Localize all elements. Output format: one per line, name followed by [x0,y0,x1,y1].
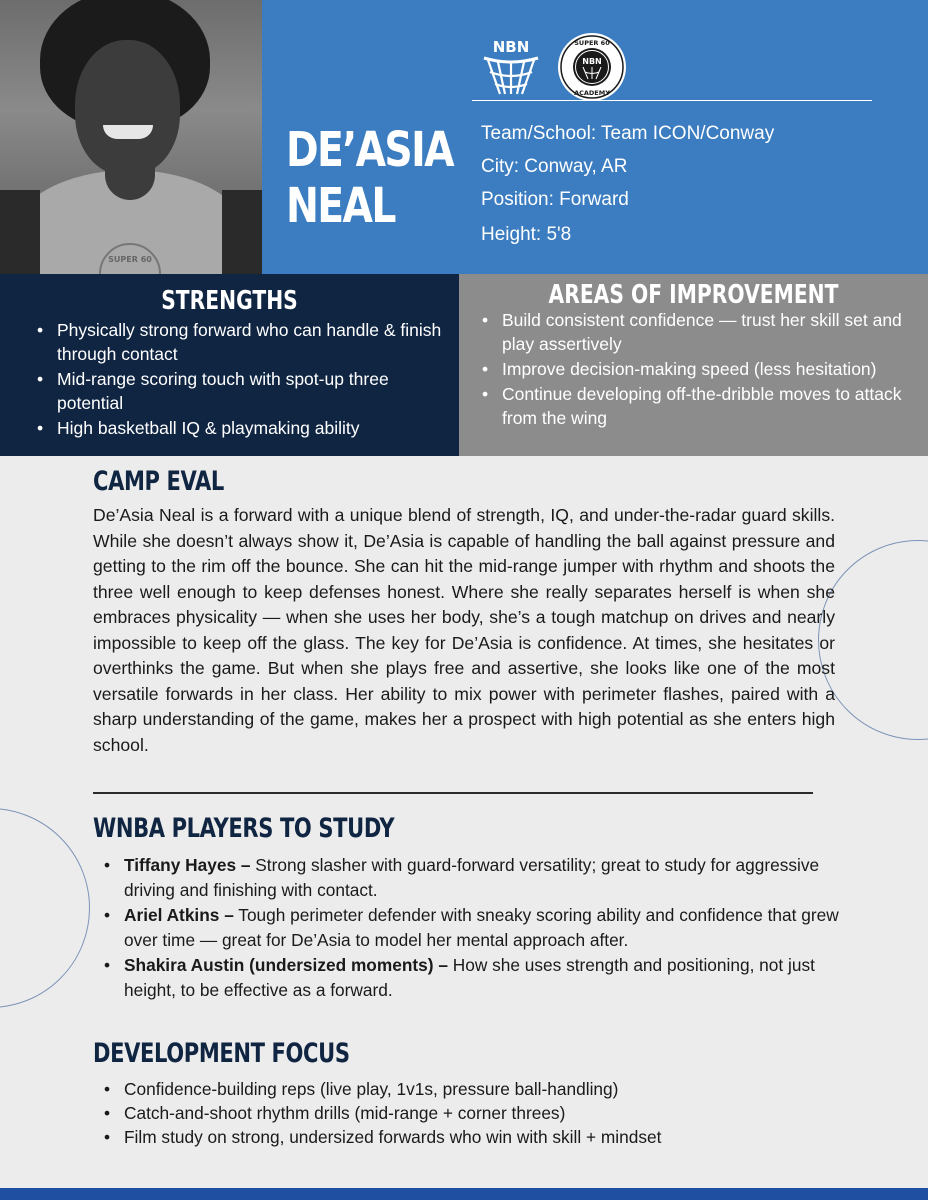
super-60-academy-badge [556,31,628,103]
logos [472,30,882,100]
player-name: DE’ASIA NEAL [286,122,453,234]
logo-divider [472,100,872,101]
svg-text:ACADEMY: ACADEMY [574,89,610,97]
improvement-list [459,308,928,430]
position: Position: Forward [481,189,629,210]
svg-text:SUPER 60: SUPER 60 [574,39,610,47]
city: City: Conway, AR [481,156,628,177]
list-item: • Catch-and-shoot rhythm drills (mid-range + corner threes) [124,1101,844,1125]
height: Height: 5'8 [481,224,572,245]
footer-bar [0,1188,928,1200]
camp-eval-text: De’Asia Neal is a forward with a unique blend of strength, IQ, and under-the-radar guard skills. While she doesn’t always show it, De’Asia is capable of handling the ball against pressure and getting to the rim off the bounce. She can hit the mid-range jumper with rhythm and shoots the three well enough to keep defenses honest. Where she really separates herself is when she embraces physicality — when she uses her body, she’s a tough matchup on drives and nearly impossible to keep off the glass. The key for De’Asia is confidence. At times, she hesitates or overthinks the game. But when she plays free and assertive, she looks like one of the most versatile forwards in her class. Her ability to mix power with perimeter flashes, paired with a sharp understanding of the game, makes her a prospect with high potential as she enters high school. [93,505,835,755]
players-list [124,853,844,1003]
strengths-box [0,274,459,456]
svg-text:NBN: NBN [492,38,530,56]
list-item: • Confidence-building reps (live play, 1v1s, pressure ball-handling) [124,1077,844,1101]
players-to-study-title: WNBA PLAYERS TO STUDY [93,813,395,844]
development-focus-title: DEVELOPMENT FOCUS [93,1038,350,1069]
camp-eval-title: CAMP EVAL [93,466,224,497]
header-panel [262,0,928,274]
player-info [481,120,774,254]
svg-text:NBN: NBN [582,57,602,66]
svg-text:SUPER 60: SUPER 60 [108,255,152,264]
decorative-circle [0,808,90,1008]
improvement-box [459,274,928,456]
team-school: Team/School: Team ICON/Conway [481,123,775,144]
list-item: • Physically strong forward who can handle & finish through contact [57,318,447,366]
list-item: • Tiffany Hayes – Strong slasher with guard-forward versatility; great to study for aggressive driving and finishing with contact. [124,853,844,903]
photo-shirt-logo [90,240,170,274]
player-photo [0,0,262,274]
improvement-title: AREAS OF IMPROVEMENT [548,280,839,310]
development-list [124,1077,844,1149]
strengths-list [0,318,459,440]
list-item: • High basketball IQ & playmaking ability [57,416,447,440]
strengths-title: STRENGTHS [161,286,298,316]
list-item: • Film study on strong, undersized forwards who win with skill + mindset [124,1125,844,1149]
section-divider [93,792,813,794]
list-item: • Continue developing off-the-dribble moves to attack from the wing [502,382,916,430]
nbn-logo [480,38,542,98]
list-item: • Mid-range scoring touch with spot-up three potential [57,367,447,415]
list-item: • Shakira Austin (undersized moments) – How she uses strength and positioning, not just height, to be effective as a forward. [124,953,844,1003]
list-item: • Ariel Atkins – Tough perimeter defender with sneaky scoring ability and confidence that grew over time — great for De’Asia to model her mental approach after. [124,903,844,953]
list-item: • Build consistent confidence — trust her skill set and play assertively [502,308,916,356]
list-item: • Improve decision-making speed (less hesitation) [502,357,916,381]
